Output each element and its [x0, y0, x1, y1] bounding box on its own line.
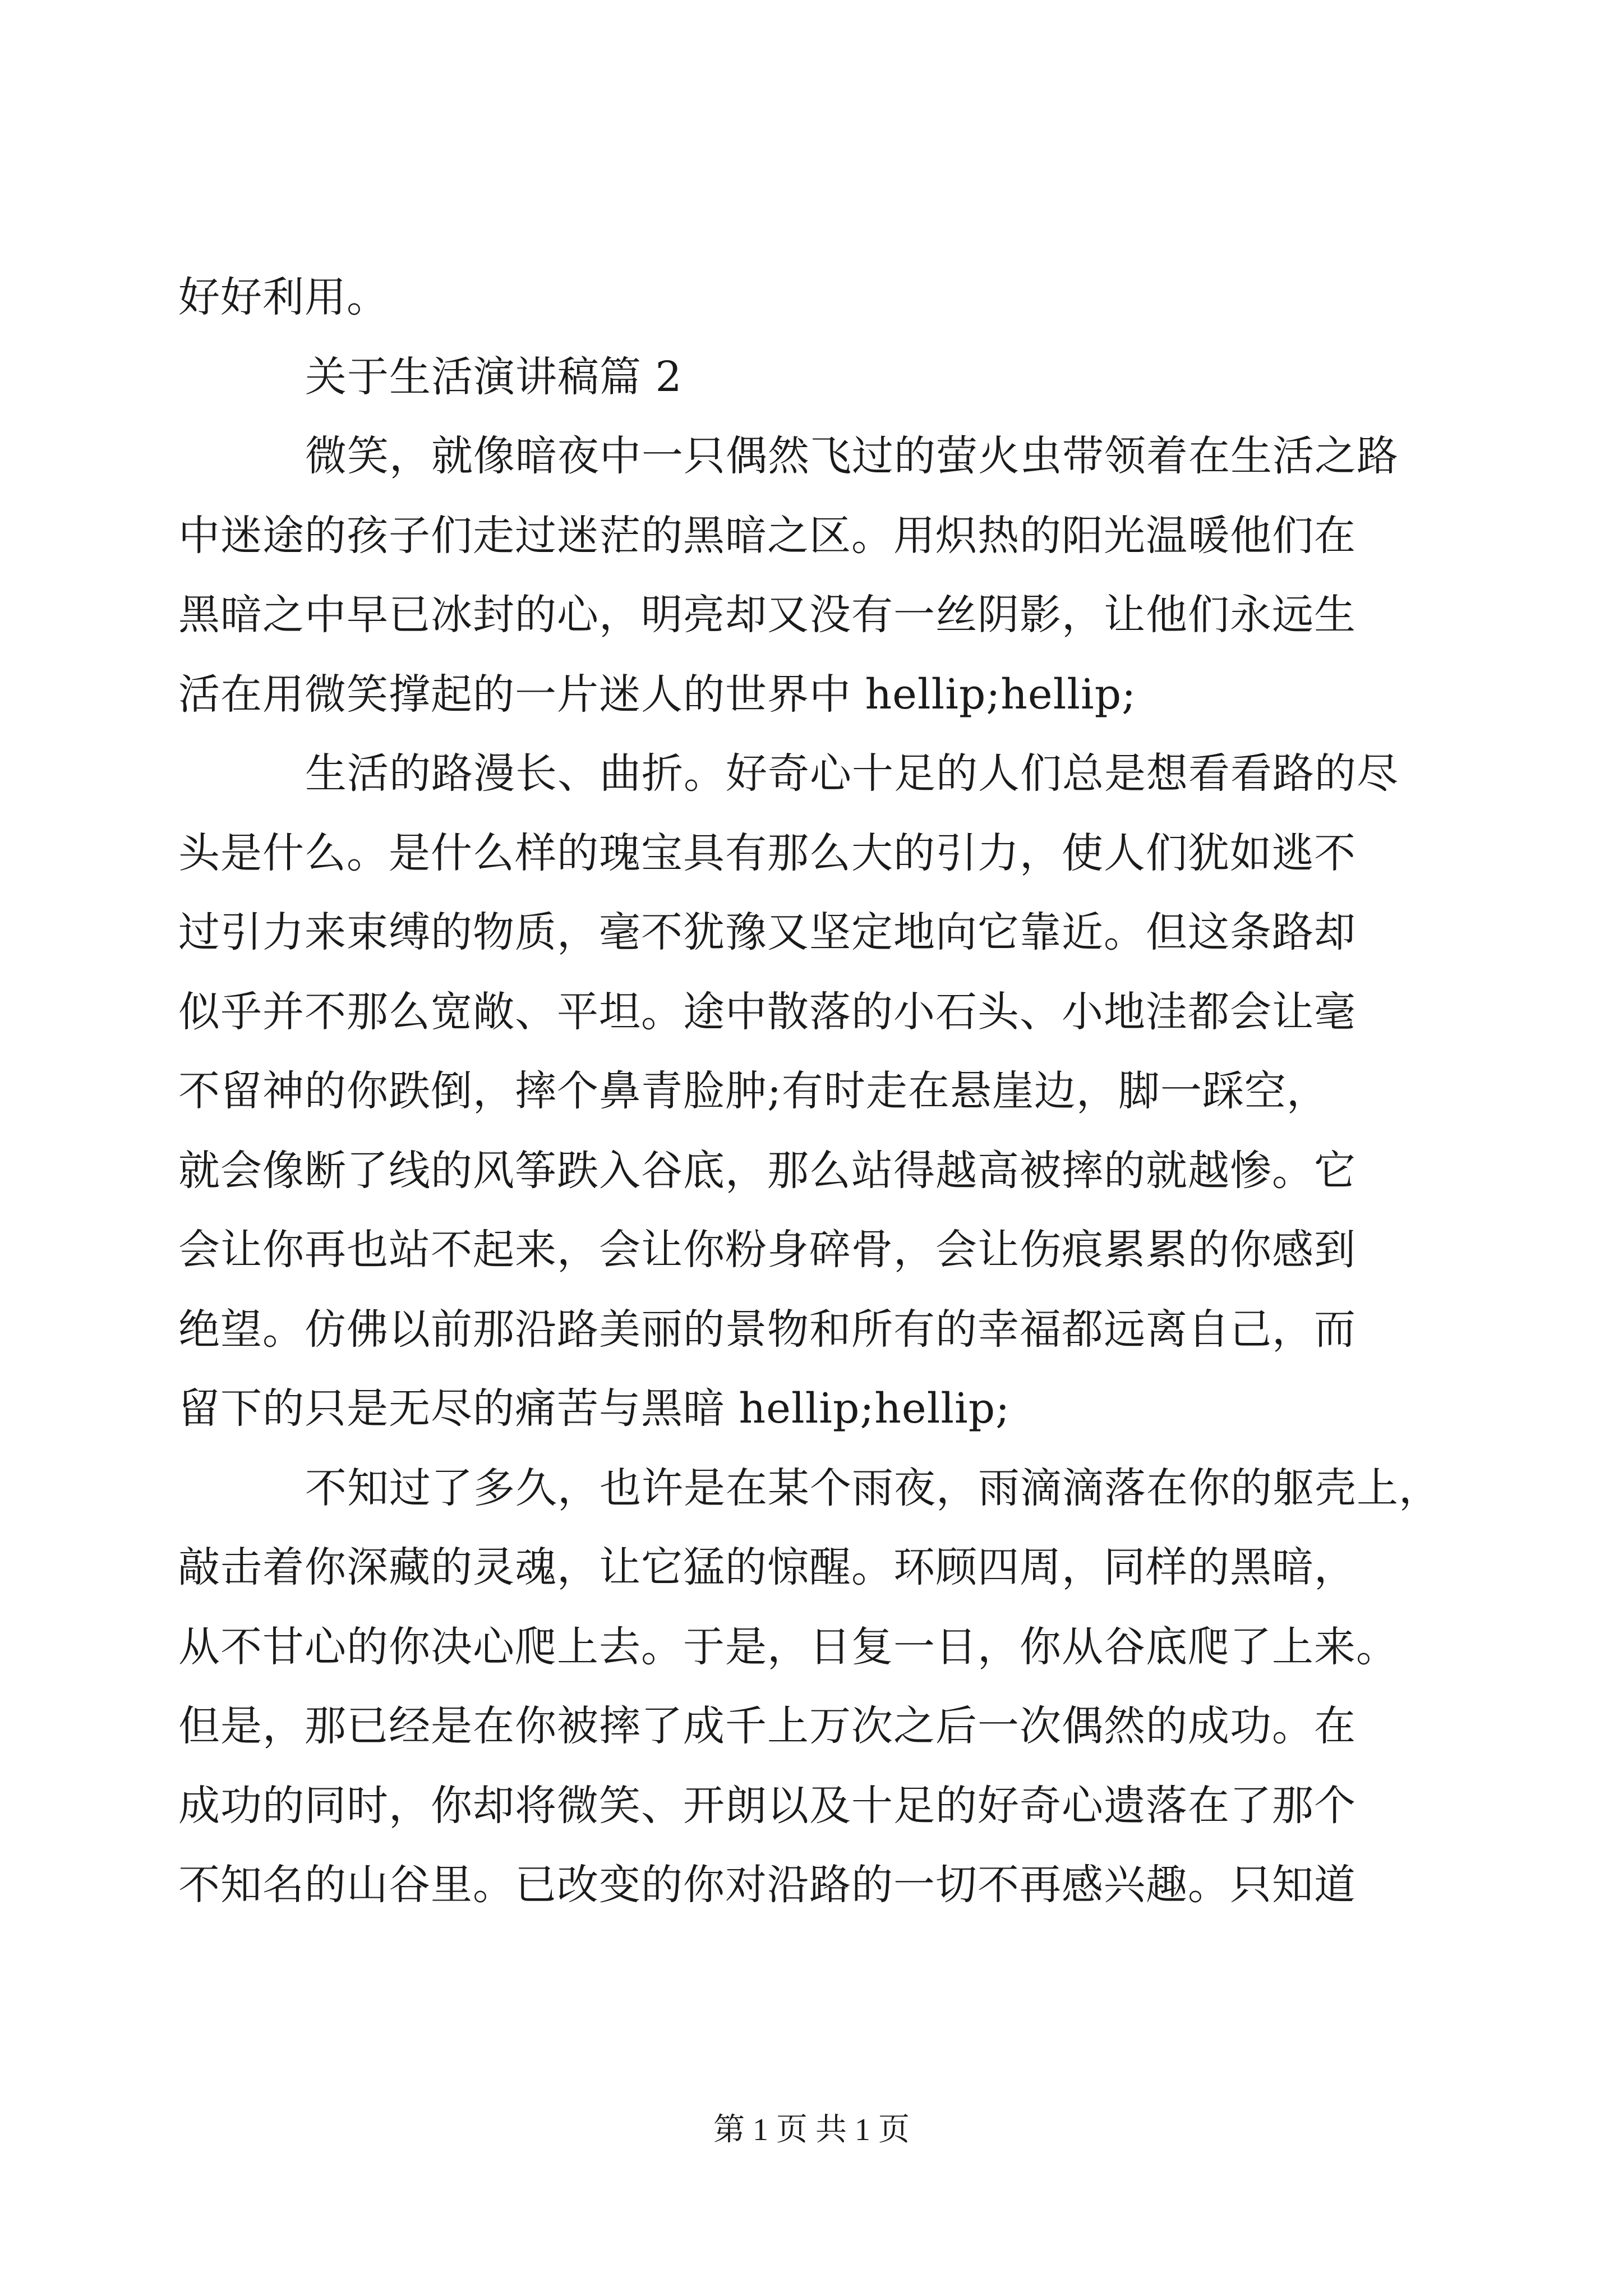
- text-line: 中迷途的孩子们走过迷茫的黑暗之区。用炽热的阳光温暖他们在: [178, 511, 1356, 560]
- text-line: 从不甘心的你决心爬上去。于是，日复一日，你从谷底爬了上来。: [178, 1622, 1398, 1671]
- text-line: 敲击着你深藏的灵魂，让它猛的惊醒。环顾四周，同样的黑暗，: [178, 1543, 1356, 1591]
- page-footer: 第 1 页 共 1 页: [713, 2113, 910, 2147]
- text-line: 不知名的山谷里。已改变的你对沿路的一切不再感兴趣。只知道: [178, 1861, 1356, 1909]
- text-line: 似乎并不那么宽敞、平坦。途中散落的小石头、小地洼都会让毫: [178, 987, 1356, 1036]
- text-line: 好好利用。: [178, 273, 389, 321]
- text-line: 关于生活演讲稿篇 2: [305, 352, 683, 401]
- text-line: 但是，那已经是在你被摔了成千上万次之后一次偶然的成功。在: [178, 1702, 1356, 1750]
- text-line: 黑暗之中早已冰封的心，明亮却又没有一丝阴影，让他们永远生: [178, 591, 1356, 639]
- text-line: 微笑，就像暗夜中一只偶然飞过的萤火虫带领着在生活之路: [305, 432, 1399, 480]
- text-line: 生活的路漫长、曲折。好奇心十足的人们总是想看看路的尽: [305, 749, 1399, 798]
- text-line: 过引力来束缚的物质，毫不犹豫又坚定地向它靠近。但这条路却: [178, 908, 1356, 956]
- document-body: [178, 258, 1441, 1925]
- text-line: 就会像断了线的风筝跌入谷底，那么站得越高被摔的就越惨。它: [178, 1146, 1356, 1195]
- text-line: 会让你再也站不起来，会让你粉身碎骨，会让伤痕累累的你感到: [178, 1226, 1356, 1274]
- text-line: 头是什么。是什么样的瑰宝具有那么大的引力，使人们犹如逃不: [178, 829, 1356, 877]
- text-line: 活在用微笑撑起的一片迷人的世界中 hellip;hellip;: [178, 670, 1137, 719]
- text-line: 绝望。仿佛以前那沿路美丽的景物和所有的幸福都远离自己，而: [178, 1305, 1356, 1354]
- text-line: 不知过了多久，也许是在某个雨夜，雨滴滴落在你的躯壳上，: [305, 1464, 1441, 1512]
- text-line: 留下的只是无尽的痛苦与黑暗 hellip;hellip;: [178, 1384, 1011, 1433]
- text-line: 不留神的你跌倒，摔个鼻青脸肿;有时走在悬崖边，脚一踩空，: [178, 1067, 1329, 1115]
- text-line: 成功的同时，你却将微笑、开朗以及十足的好奇心遗落在了那个: [178, 1781, 1356, 1830]
